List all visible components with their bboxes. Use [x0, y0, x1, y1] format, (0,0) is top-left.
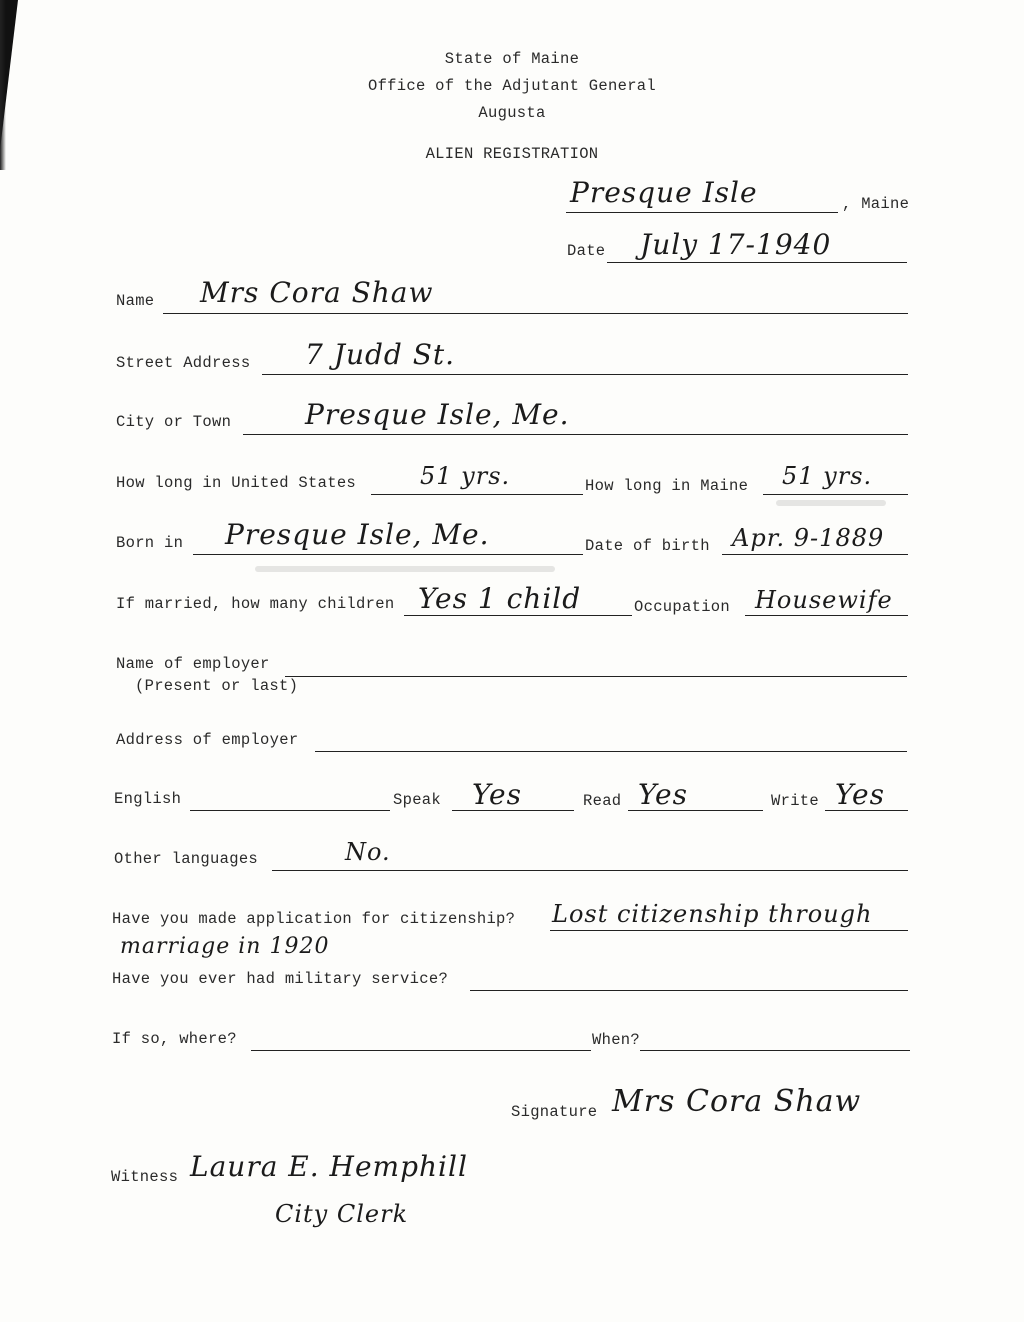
us-duration-line: [371, 494, 583, 495]
employer-name-sublabel: (Present or last): [135, 677, 299, 695]
children-label: If married, how many children: [116, 595, 395, 613]
write-value: Yes: [835, 778, 885, 811]
employer-address-label: Address of employer: [116, 731, 299, 749]
english-line: [190, 810, 390, 811]
born-in-value: Presque Isle, Me.: [225, 518, 490, 551]
citizenship-value-cont: marriage in 1920: [120, 934, 330, 959]
date-label: Date: [567, 242, 606, 260]
ink-smudge: [255, 566, 555, 572]
witness-label: Witness: [111, 1168, 179, 1186]
other-languages-line: [272, 870, 908, 871]
military-line: [470, 990, 908, 991]
name-label: Name: [116, 292, 155, 310]
witness-title: City Clerk: [275, 1200, 409, 1228]
other-languages-value: No.: [345, 838, 391, 866]
maine-duration-label: How long in Maine: [585, 477, 749, 495]
name-line: [163, 313, 908, 314]
dob-line: [722, 554, 908, 555]
occupation-value: Housewife: [755, 586, 893, 614]
when-line: [640, 1050, 910, 1051]
header-office: Office of the Adjutant General: [367, 77, 657, 95]
where-line: [251, 1050, 591, 1051]
street-value: 7 Judd St.: [305, 338, 456, 371]
read-value: Yes: [638, 778, 688, 811]
dob-label: Date of birth: [585, 537, 710, 555]
citizenship-line: [550, 930, 908, 931]
city-line: [243, 434, 908, 435]
date-value: July 17-1940: [640, 228, 832, 261]
english-label: English: [114, 790, 182, 808]
employer-address-line: [315, 751, 907, 752]
place-line: [566, 212, 838, 213]
maine-duration-line: [763, 494, 908, 495]
born-in-label: Born in: [116, 534, 184, 552]
date-line: [607, 262, 907, 263]
read-label: Read: [583, 792, 622, 810]
street-line: [262, 374, 908, 375]
military-label: Have you ever had military service?: [112, 970, 449, 988]
speak-value: Yes: [472, 778, 522, 811]
children-value: Yes 1 child: [418, 582, 582, 615]
place-value: Presque Isle: [570, 176, 758, 209]
street-label: Street Address: [116, 354, 251, 372]
header-city: Augusta: [478, 104, 546, 122]
us-duration-label: How long in United States: [116, 474, 357, 492]
ink-smudge: [776, 500, 886, 506]
city-label: City or Town: [116, 413, 232, 431]
other-languages-label: Other languages: [114, 850, 259, 868]
children-line: [404, 615, 632, 616]
form-title: ALIEN REGISTRATION: [425, 145, 599, 163]
occupation-line: [745, 615, 908, 616]
witness-value: Laura E. Hemphill: [190, 1150, 468, 1183]
signature-label: Signature: [511, 1103, 598, 1121]
born-in-line: [193, 554, 583, 555]
us-duration-value: 51 yrs.: [420, 462, 511, 490]
header-state: State of Maine: [444, 50, 580, 68]
place-suffix: , Maine: [842, 195, 910, 213]
occupation-label: Occupation: [634, 598, 731, 616]
write-label: Write: [771, 792, 820, 810]
citizenship-label: Have you made application for citizenship?: [112, 910, 516, 928]
speak-label: Speak: [393, 791, 442, 809]
employer-name-label: Name of employer: [116, 655, 270, 673]
employer-name-line: [285, 676, 907, 677]
dob-value: Apr. 9-1889: [732, 524, 885, 552]
when-label: When?: [592, 1031, 641, 1049]
signature-value: Mrs Cora Shaw: [612, 1084, 862, 1119]
maine-duration-value: 51 yrs.: [782, 462, 873, 490]
where-label: If so, where?: [112, 1030, 237, 1048]
citizenship-value: Lost citizenship through: [552, 900, 873, 928]
city-value: Presque Isle, Me.: [305, 398, 570, 431]
name-value: Mrs Cora Shaw: [200, 276, 434, 309]
